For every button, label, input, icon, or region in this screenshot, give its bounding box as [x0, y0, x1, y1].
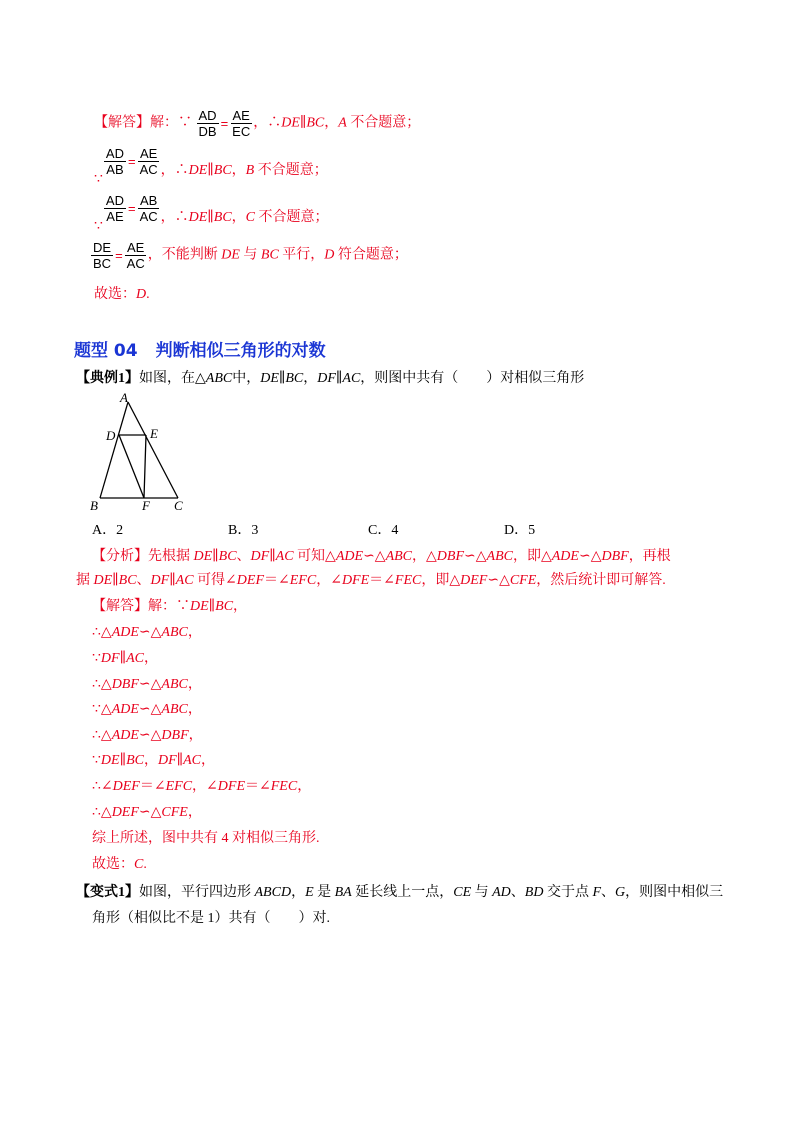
- variant-line-2: 角形（相似比不是 1）共有（ ）对.: [92, 911, 330, 926]
- solution-line: ∵DF∥AC，: [92, 651, 158, 666]
- solution-line: ∴△ADE∽△DBF，: [92, 728, 203, 743]
- label-f: F: [142, 498, 150, 513]
- solution-line: ∴∠DEF＝∠EFC，∠DFE＝∠FEC，: [92, 779, 312, 794]
- variant-tag: 【变式1】: [76, 885, 139, 900]
- segment-ac: [128, 402, 178, 498]
- answer-row-3: ∵ $\frac{AD}{AE}$ = $\frac{AB}{AC}$ ，∴DE∥BC，C 不合题意；: [94, 193, 329, 234]
- fraction: $\frac{AB}{AC}$: [139, 193, 158, 224]
- because-symbol: ∵: [178, 115, 192, 131]
- fraction: $\frac{DE}{BC}$: [93, 240, 112, 271]
- label-a: A: [120, 390, 128, 405]
- analysis-line-1: 【分析】先根据 DE∥BC、DF∥AC 可知△ADE∽△ABC，△DBF∽△ABC，即△ADE∽△DBF，再根: [92, 549, 671, 564]
- segment-df: [119, 435, 144, 498]
- answer-row-4: $\frac{DE}{BC}$ = $\frac{AE}{AC}$ ，不能判断 DE 与 BC 平行，D 符合题意；: [93, 240, 408, 271]
- answer-row-1: 【解答】解：∵ $\frac{AD}{DB}$ = $\frac{AE}{EC}$ ，∴DE∥BC，A 不合题意；: [94, 108, 421, 139]
- fraction: $\frac{AE}{AC}$: [139, 146, 158, 177]
- fraction: $\frac{AD}{AE}$: [105, 193, 124, 224]
- option-a: A．2: [92, 523, 124, 538]
- solution-line: ∴△DEF∽△CFE，: [92, 805, 202, 820]
- solution-line: 综上所述，图中共有 4 对相似三角形.: [92, 831, 320, 846]
- example-tag: 【典例1】: [76, 371, 139, 386]
- fraction: $\frac{AD}{AB}$: [105, 146, 124, 177]
- label-e: E: [150, 426, 158, 441]
- solution-line: ∵DE∥BC，DF∥AC，: [92, 753, 215, 768]
- answer-tag: 【解答】: [94, 115, 150, 131]
- option-c: C．4: [368, 523, 399, 538]
- solution-tag: 【解答】: [92, 599, 148, 614]
- variant-line-1: 【变式1】如图，平行四边形 ABCD，E 是 BA 延长线上一点，CE 与 AD、BD 交于点 F、G，则图中相似三: [76, 885, 724, 900]
- solution-line: ∴△DBF∽△ABC，: [92, 677, 202, 692]
- triangle-diagram: [86, 390, 196, 515]
- answer-row-2b: ∵ $\frac{AD}{AB}$ = $\frac{AE}{AC}$ ，∴DE∥BC，B 不合题意；: [94, 146, 328, 187]
- solution-line: ∵△ADE∽△ABC，: [92, 702, 202, 717]
- fraction: $\frac{AE}{AC}$: [126, 240, 145, 271]
- fraction: $\frac{AD}{DB}$: [198, 108, 217, 139]
- solution-line: 故选：C.: [92, 857, 147, 872]
- option-d: D．5: [504, 523, 536, 538]
- segment-ef: [144, 435, 146, 498]
- triangle-figure: [86, 390, 196, 515]
- segment-ab: [100, 402, 128, 498]
- section-heading: [74, 336, 326, 361]
- section-code: 题型 04: [74, 341, 138, 361]
- option-b: B．3: [228, 523, 259, 538]
- section-title: 判断相似三角形的对数: [155, 341, 326, 361]
- solution-line: 【解答】解：∵DE∥BC，: [92, 599, 248, 614]
- analysis-tag: 【分析】: [92, 549, 148, 564]
- label-d: D: [106, 428, 116, 443]
- answer-lead: 解：: [150, 115, 178, 131]
- example-question: 【典例1】如图，在△ABC中，DE∥BC，DF∥AC，则图中共有（ ）对相似三角形: [76, 371, 585, 386]
- solution-line: ∴△ADE∽△ABC，: [92, 625, 202, 640]
- label-c: C: [174, 498, 183, 513]
- answer-choice: 故选：D.: [94, 287, 150, 302]
- fraction: $\frac{AE}{EC}$: [232, 108, 251, 139]
- analysis-line-2: 据 DE∥BC、DF∥AC 可得∠DEF＝∠EFC，∠DFE＝∠FEC，即△DEF∽△CFE，然后统计即可解答.: [76, 573, 666, 588]
- label-b: B: [90, 498, 98, 513]
